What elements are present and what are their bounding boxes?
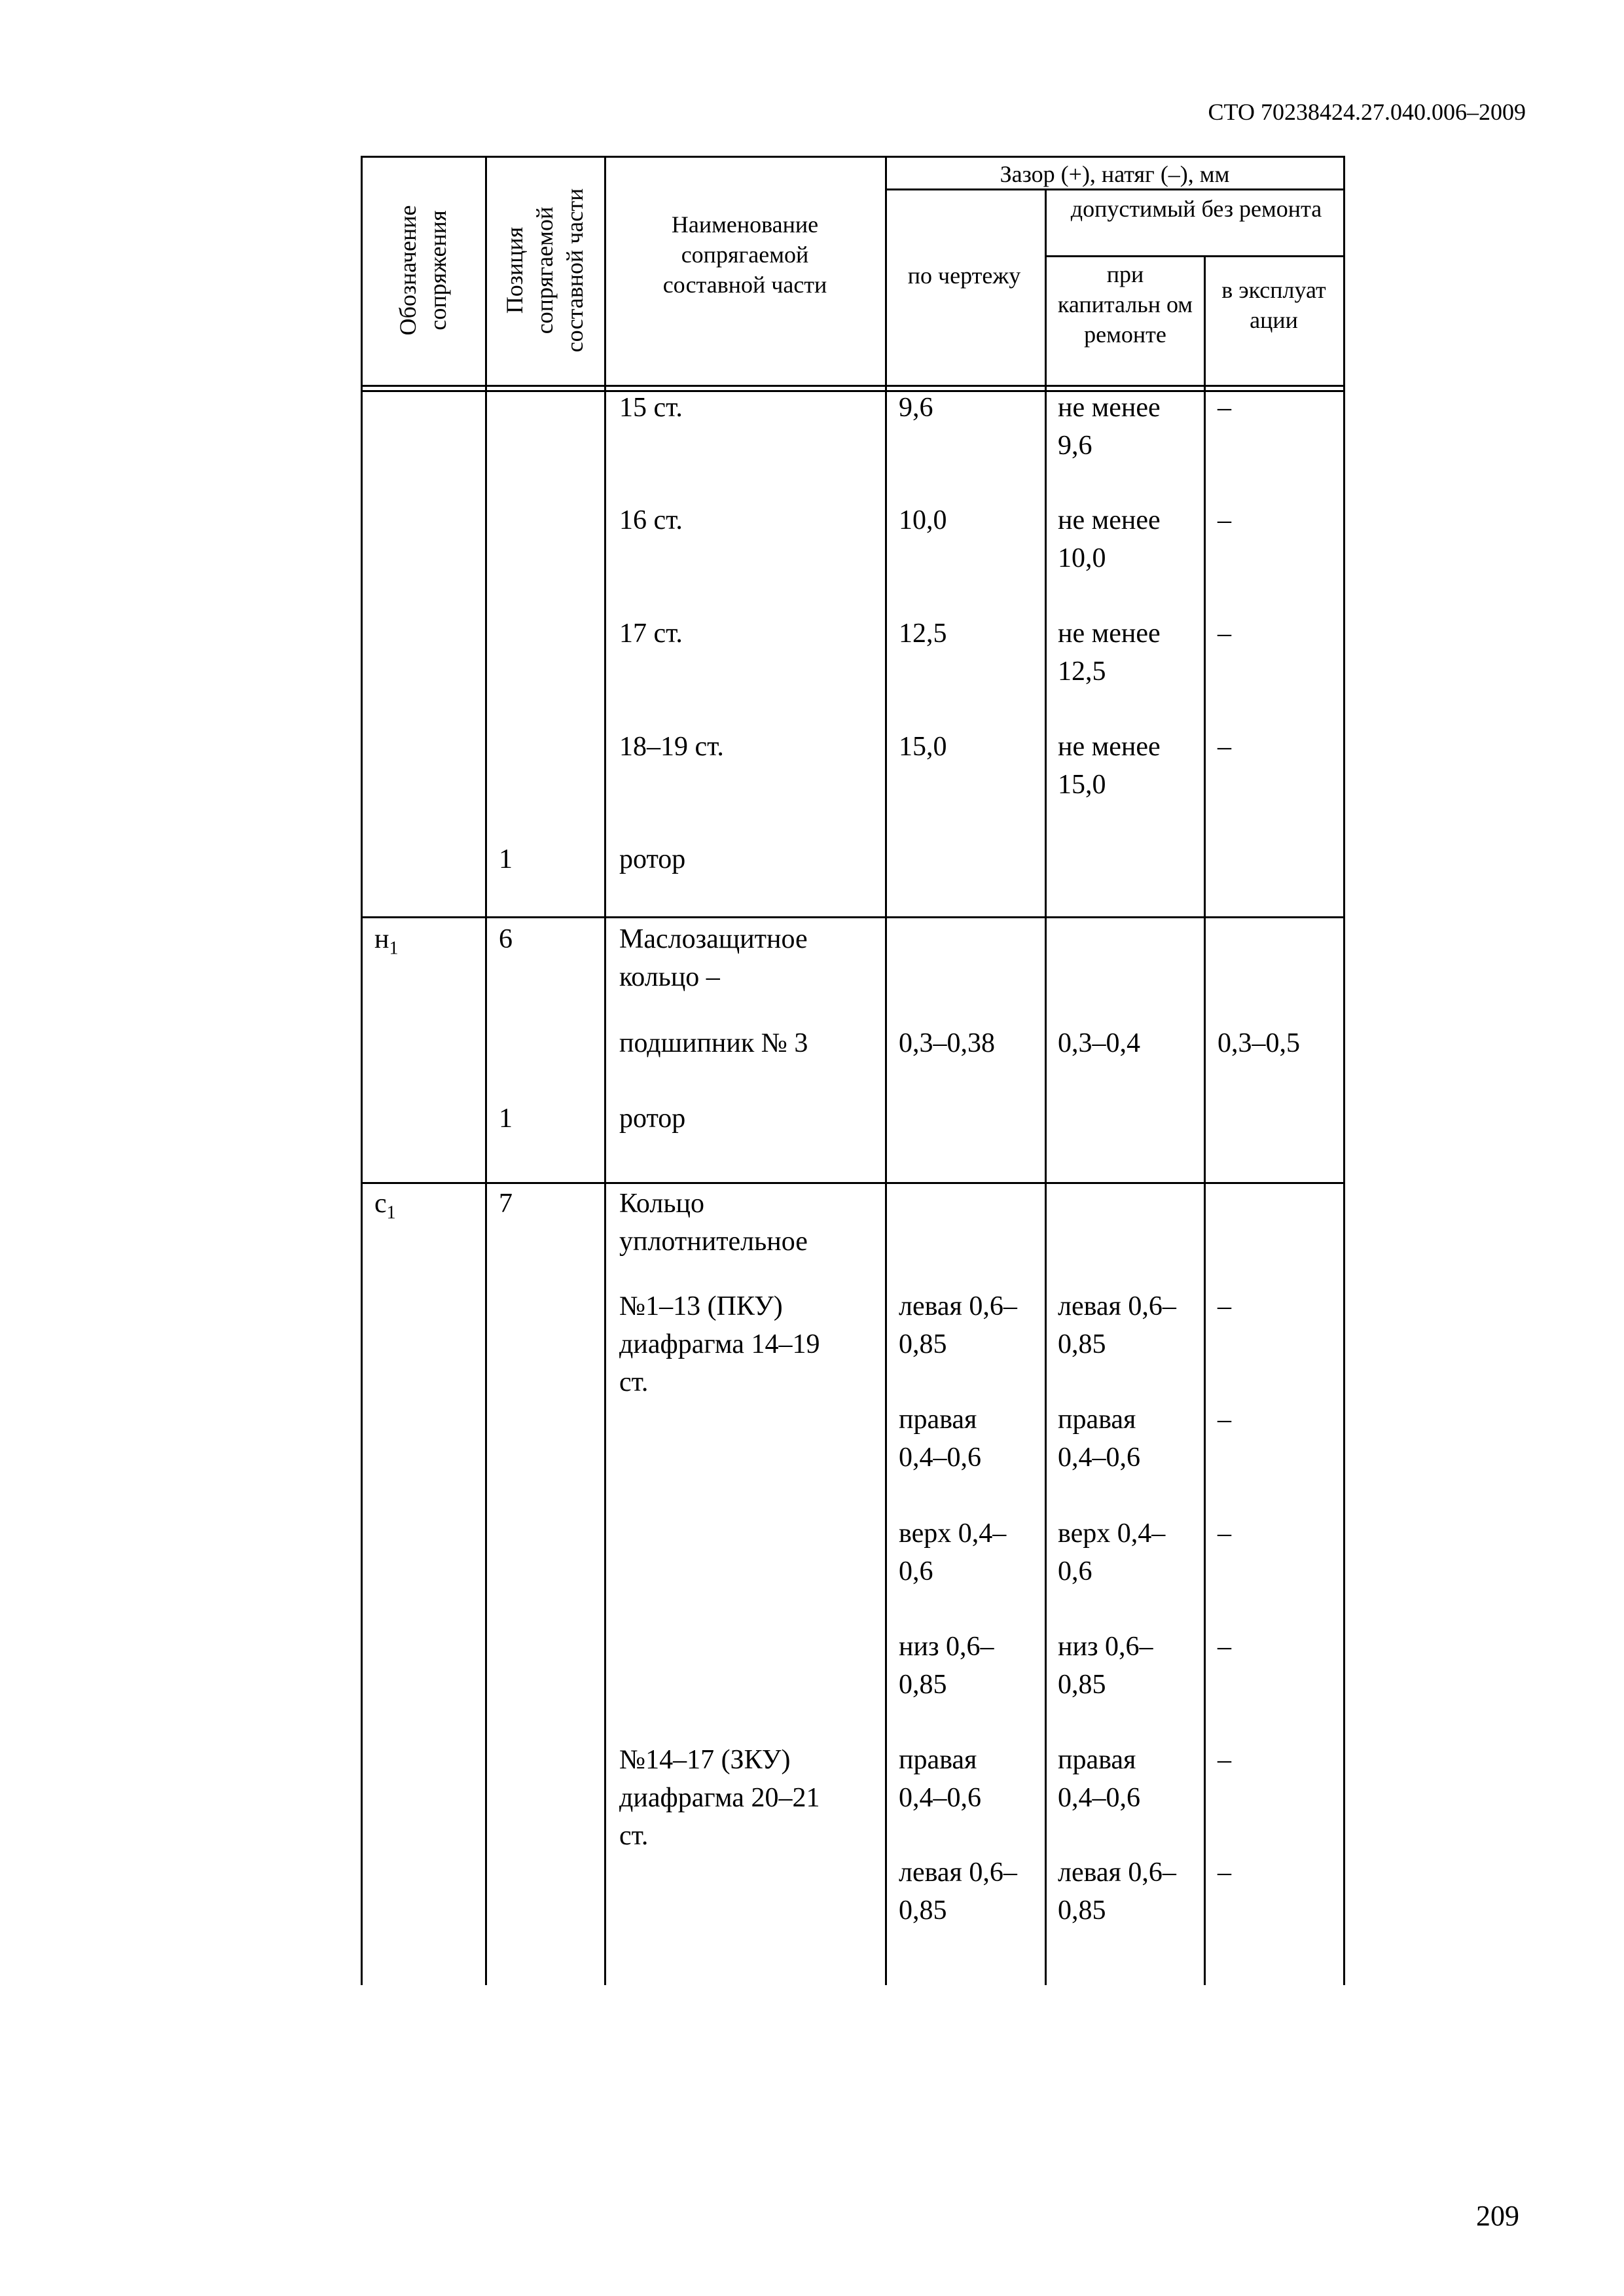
row-rotor-1-position: 1 [499, 844, 513, 874]
row-n1-designation: $н_1$ [374, 924, 399, 959]
header-position: Позиция сопрягаемой составной части [501, 188, 588, 353]
header-bottom-line-a [361, 385, 1345, 387]
row-zku-name: №14–17 (ЗКУ) диафрагма 20–21 ст. [619, 1745, 820, 1851]
row-pku-drawing-left: левая 0,6–0,85 [899, 1291, 1017, 1359]
row-pku-operation-bottom: – [1218, 1632, 1231, 1662]
row-15-name: 15 ст. [619, 393, 683, 423]
col-divider-1 [485, 156, 487, 1985]
row-pku-name: №1–13 (ПКУ) диафрагма 14–19 ст. [619, 1291, 820, 1397]
header-designation: Обозначение сопряжения [395, 205, 451, 336]
row-bearing-name: подшипник № 3 [619, 1028, 808, 1058]
row-rotor-2-name: ротор [619, 1103, 686, 1134]
row-c1-position: 7 [499, 1189, 513, 1219]
row-zku-drawing-left: левая 0,6–0,85 [899, 1857, 1017, 1926]
row-15-capital: не менее 9,6 [1058, 393, 1161, 461]
row-zku-capital-right: правая 0,4–0,6 [1058, 1745, 1140, 1813]
row-18-19-name: 18–19 ст. [619, 732, 724, 762]
row-bearing-drawing: 0,3–0,38 [899, 1028, 995, 1058]
table-border-left [361, 156, 363, 1985]
row-c1-designation: $с_1$ [374, 1189, 396, 1223]
col-divider-3 [885, 156, 887, 1985]
header-operation: в эксплуат ации [1221, 277, 1326, 333]
document-code: СТО 70238424.27.040.006–2009 [1208, 99, 1526, 125]
row-n1-name: Маслозащитное кольцо – [619, 924, 808, 992]
row-zku-operation-left: – [1218, 1857, 1231, 1888]
row-pku-operation-right: – [1218, 1405, 1231, 1435]
row-rotor-1-name: ротор [619, 844, 686, 874]
row-17-capital: не менее 12,5 [1058, 619, 1161, 687]
row-17-operation: – [1218, 619, 1231, 649]
row-pku-capital-top: верх 0,4–0,6 [1058, 1518, 1166, 1587]
row-16-name: 16 ст. [619, 505, 683, 535]
row-18-19-drawing: 15,0 [899, 732, 947, 762]
col-divider-5 [1204, 255, 1206, 1985]
row-divider-1 [361, 916, 1345, 918]
row-15-operation: – [1218, 393, 1231, 423]
row-c1-name: Кольцо уплотнительное [619, 1189, 808, 1257]
row-pku-capital-bottom: низ 0,6–0,85 [1058, 1632, 1153, 1700]
table-border-right [1343, 156, 1345, 1985]
row-pku-capital-left: левая 0,6–0,85 [1058, 1291, 1176, 1359]
col-divider-2 [604, 156, 606, 1985]
row-bearing-capital: 0,3–0,4 [1058, 1028, 1140, 1058]
col-divider-4 [1045, 188, 1047, 1985]
row-pku-operation-left: – [1218, 1291, 1231, 1321]
row-rotor-2-position: 1 [499, 1103, 513, 1134]
page-number: 209 [1476, 2200, 1519, 2232]
header-line-2 [1045, 255, 1345, 257]
row-15-drawing: 9,6 [899, 393, 933, 423]
header-bottom-line-b [361, 390, 1345, 392]
row-pku-drawing-right: правая 0,4–0,6 [899, 1405, 981, 1473]
table-border-top [361, 156, 1345, 158]
row-divider-2 [361, 1182, 1345, 1184]
row-pku-drawing-top: верх 0,4–0,6 [899, 1518, 1007, 1587]
row-17-name: 17 ст. [619, 619, 683, 649]
row-16-operation: – [1218, 505, 1231, 535]
header-gap-group: Зазор (+), натяг (–), мм [1000, 161, 1230, 187]
row-n1-position: 6 [499, 924, 513, 954]
row-18-19-capital: не менее 15,0 [1058, 732, 1161, 800]
row-zku-operation-right: – [1218, 1745, 1231, 1775]
row-zku-drawing-right: правая 0,4–0,6 [899, 1745, 981, 1813]
row-pku-operation-top: – [1218, 1518, 1231, 1549]
header-capital-repair: при капитальн ом ремонте [1057, 261, 1193, 348]
row-18-19-operation: – [1218, 732, 1231, 762]
header-allowed-group: допустимый без ремонта [1070, 196, 1322, 222]
row-bearing-operation: 0,3–0,5 [1218, 1028, 1300, 1058]
row-16-capital: не менее 10,0 [1058, 505, 1161, 573]
row-zku-capital-left: левая 0,6–0,85 [1058, 1857, 1176, 1926]
row-pku-capital-right: правая 0,4–0,6 [1058, 1405, 1140, 1473]
header-by-drawing: по чертежу [907, 262, 1021, 289]
row-pku-drawing-bottom: низ 0,6–0,85 [899, 1632, 994, 1700]
row-17-drawing: 12,5 [899, 619, 947, 649]
header-name: Наименование сопрягаемой составной части [662, 211, 827, 298]
row-16-drawing: 10,0 [899, 505, 947, 535]
